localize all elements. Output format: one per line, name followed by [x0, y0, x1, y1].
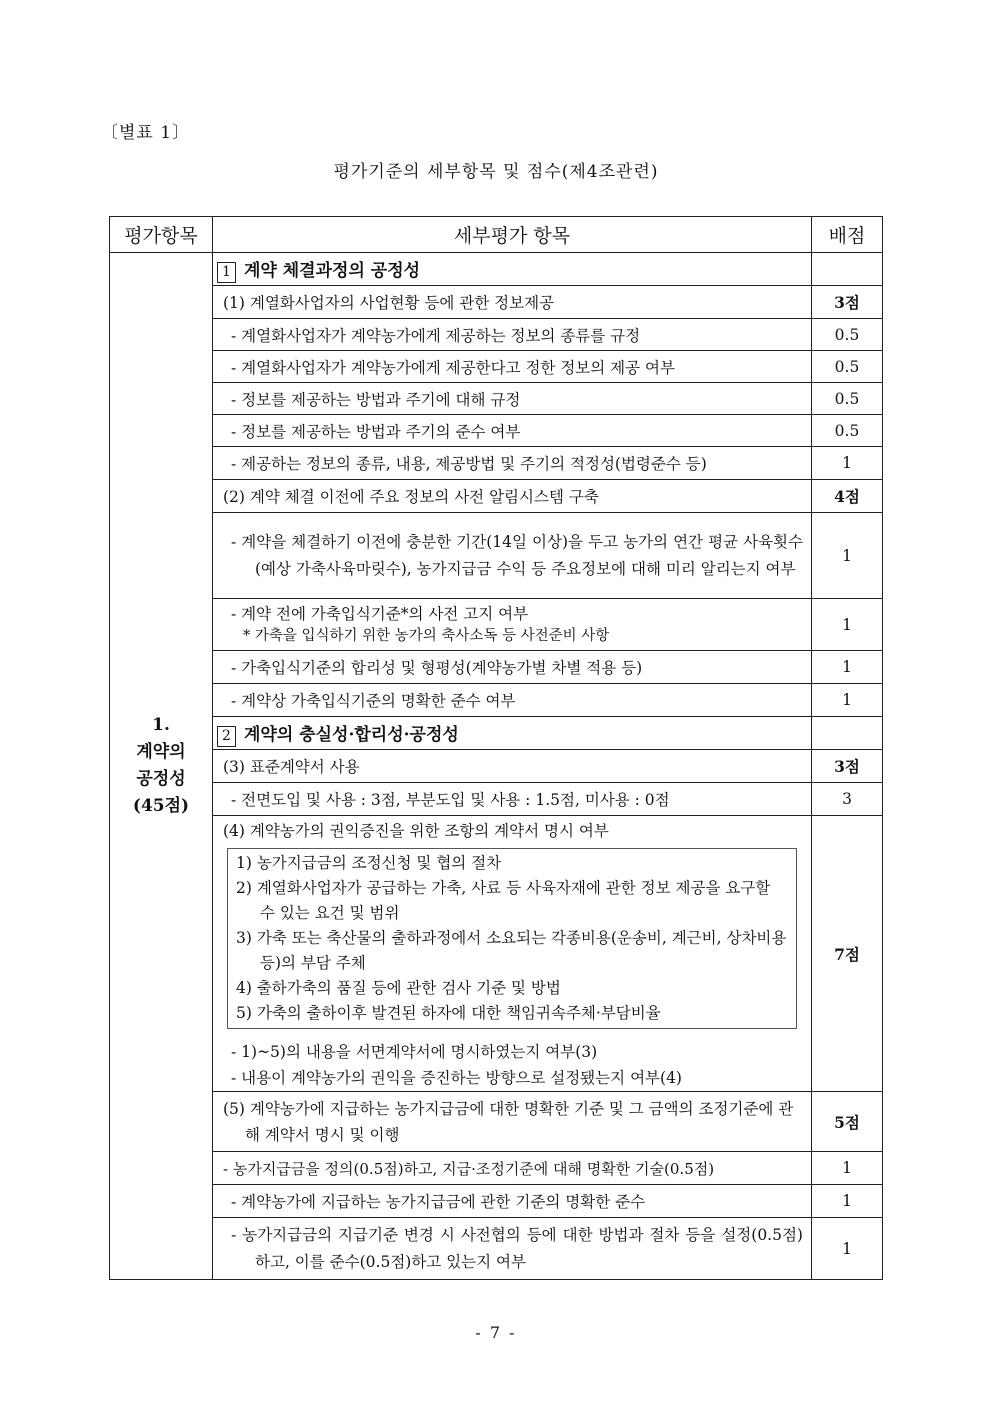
score-cell-empty	[812, 253, 883, 286]
section-heading	[213, 253, 812, 286]
header-category: 평가항목	[110, 217, 213, 253]
detail-item: - 농가지급금을 정의(0.5점)하고, 지급·조정기준에 대해 명확한 기술(0.5점)	[213, 1152, 812, 1185]
detail-item: - 계약상 가축입식기준의 명확한 준수 여부	[213, 684, 812, 717]
document-title: 평가기준의 세부항목 및 점수(제4조관련)	[333, 162, 659, 182]
clause-item: 3) 가축 또는 축산물의 출하과정에서 소요되는 각종비용(운송비, 계근비, 상차비용 등)의 부담 주체	[236, 929, 787, 972]
sub-item-label-cell	[213, 1092, 812, 1152]
score-cell: 0.5	[812, 415, 883, 447]
section-number-box: 1	[217, 262, 236, 283]
table-header-row	[110, 217, 883, 253]
sub-item-label: (4) 계약농가의 권익증진을 위한 조항의 계약서 명시 여부	[223, 822, 609, 840]
clause-item: 1) 농가지급금의 조정신청 및 협의 절차	[236, 854, 502, 872]
score-cell: 1	[812, 684, 883, 717]
table-row	[110, 319, 883, 351]
table-row	[110, 480, 883, 513]
detail-item: - 정보를 제공하는 방법과 주기에 대해 규정	[213, 383, 812, 415]
section-heading	[213, 717, 812, 750]
sub-item-label: (3) 표준계약서 사용	[213, 750, 812, 783]
clause-item: 2) 계열화사업자가 공급하는 가축, 사료 등 사육자재에 관한 정보 제공을 요구할 수 있는 요건 및 범위	[236, 879, 771, 922]
table-row	[110, 447, 883, 480]
score-cell: 1	[812, 513, 883, 599]
section-title: 계약의 충실성·합리성·공정성	[244, 724, 459, 745]
score-cell: 3점	[812, 286, 883, 319]
table-row	[110, 415, 883, 447]
clause-item: 5) 가축의 출하이후 발견된 하자에 대한 책임귀속주체·부담비율	[236, 1004, 661, 1022]
contract-clause-box	[227, 848, 797, 1029]
header-score: 배점	[812, 217, 883, 253]
category-name-line2: 공정성	[136, 769, 186, 789]
category-number: 1.	[152, 715, 170, 735]
table-row	[110, 253, 883, 286]
table-row	[110, 599, 883, 651]
detail-item: - 계열화사업자가 계약농가에게 제공하는 정보의 종류를 규정	[213, 319, 812, 351]
sub-item-block	[213, 816, 812, 1092]
score-cell: 3	[812, 783, 883, 816]
table-row	[110, 783, 883, 816]
detail-item: - 가축입식기준의 합리성 및 형평성(계약농가별 차별 적용 등)	[213, 651, 812, 684]
table-row	[110, 750, 883, 783]
detail-item: - 계약농가에 지급하는 농가지급금에 관한 기준의 명확한 준수	[213, 1185, 812, 1218]
sub-item-label: (2) 계약 체결 이전에 주요 정보의 사전 알림시스템 구축	[213, 480, 812, 513]
table-row	[110, 684, 883, 717]
score-cell: 7점	[812, 816, 883, 1092]
score-cell: 0.5	[812, 383, 883, 415]
table-row	[110, 1218, 883, 1280]
detail-item: - 내용이 계약농가의 권익을 증진하는 방향으로 설정됐는지 여부(4)	[231, 1069, 682, 1087]
footnote-text: * 가축을 입식하기 위한 농가의 축사소독 등 사전준비 사항	[243, 627, 610, 644]
page-number: - 7 -	[475, 1323, 517, 1342]
sub-item-label: (1) 계열화사업자의 사업현황 등에 관한 정보제공	[213, 286, 812, 319]
detail-item-text: - 농가지급금의 지급기준 변경 시 사전협의 등에 대한 방법과 절차 등을 설정(0.5점)하고, 이를 준수(0.5점)하고 있는지 여부	[231, 1225, 803, 1271]
detail-item-text: - 계약 전에 가축입식기준*의 사전 고지 여부	[231, 604, 529, 623]
detail-item: - 계열화사업자가 계약농가에게 제공한다고 정한 정보의 제공 여부	[213, 351, 812, 383]
score-cell: 1	[812, 651, 883, 684]
category-points: (45점)	[132, 796, 190, 816]
score-cell: 1	[812, 1152, 883, 1185]
score-cell: 1	[812, 1218, 883, 1280]
category-cell	[110, 253, 213, 1280]
score-cell: 0.5	[812, 351, 883, 383]
table-row	[110, 717, 883, 750]
table-row	[110, 651, 883, 684]
table-row	[110, 1092, 883, 1152]
table-row	[110, 351, 883, 383]
score-cell: 1	[812, 599, 883, 651]
evaluation-table	[109, 216, 883, 1280]
section-title: 계약 체결과정의 공정성	[244, 260, 421, 281]
table-row	[110, 816, 883, 1092]
sub-item-label: (5) 계약농가에 지급하는 농가지급금에 대한 명확한 기준 및 그 금액의 조정기준에 관해 계약서 명시 및 이행	[223, 1099, 794, 1144]
table-row	[110, 513, 883, 599]
table-row	[110, 286, 883, 319]
clause-item: 4) 출하가축의 품질 등에 관한 검사 기준 및 방법	[236, 979, 561, 997]
category-name-line1: 계약의	[136, 742, 186, 762]
score-cell: 0.5	[812, 319, 883, 351]
detail-item: - 전면도입 및 사용 : 3점, 부분도입 및 사용 : 1.5점, 미사용 : 0점	[213, 783, 812, 816]
section-number-box: 2	[217, 726, 236, 747]
detail-item-with-note	[213, 599, 812, 651]
annex-label: 〔별표 1〕	[101, 123, 191, 143]
header-detail: 세부평가 항목	[213, 217, 812, 253]
table-row	[110, 1185, 883, 1218]
score-cell: 5점	[812, 1092, 883, 1152]
table-row	[110, 1152, 883, 1185]
detail-item-text: - 계약을 체결하기 이전에 충분한 기간(14일 이상)을 두고 농가의 연간 평균 사육횟수(예상 가축사육마릿수), 농가지급금 수익 등 주요정보에 대해 미리 알리는지 여부	[231, 532, 803, 578]
score-cell: 3점	[812, 750, 883, 783]
table-row	[110, 383, 883, 415]
score-cell: 1	[812, 1185, 883, 1218]
detail-item-multiline	[213, 1218, 812, 1280]
score-cell: 1	[812, 447, 883, 480]
score-cell-empty	[812, 717, 883, 750]
detail-item: - 제공하는 정보의 종류, 내용, 제공방법 및 주기의 적정성(법령준수 등)	[213, 447, 812, 480]
score-cell: 4점	[812, 480, 883, 513]
detail-item: - 1)~5)의 내용을 서면계약서에 명시하였는지 여부(3)	[231, 1043, 598, 1061]
detail-item: - 정보를 제공하는 방법과 주기의 준수 여부	[213, 415, 812, 447]
detail-item-multiline	[213, 513, 812, 599]
